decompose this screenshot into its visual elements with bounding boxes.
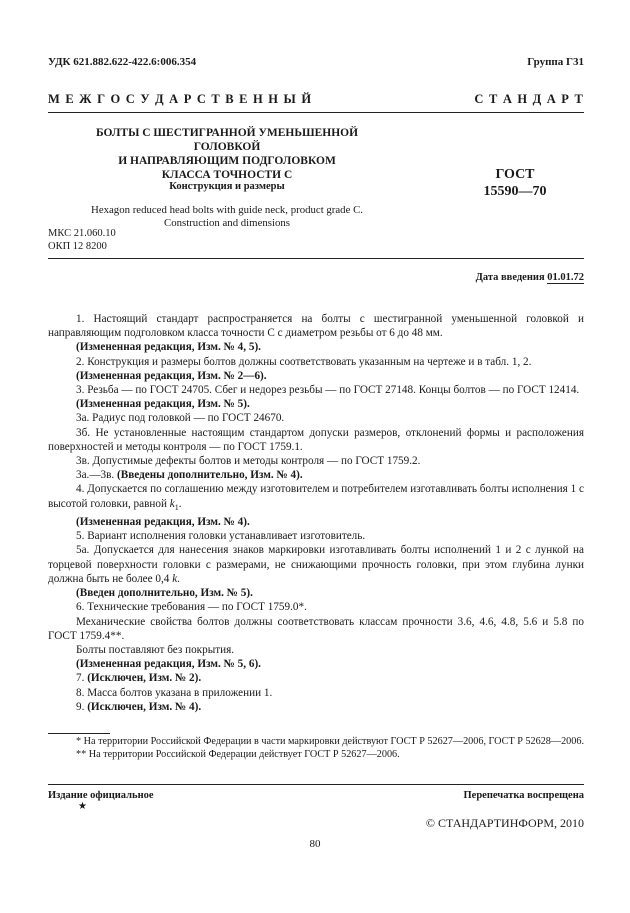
effective-date (476, 272, 584, 283)
clause-7 (48, 671, 584, 685)
clause-3b: 3б. Не установленные настоящим стандартом допуски размеров, отклонений формы и расположения поверхностей и методы контроля — по ГОСТ 1759.1. (48, 426, 584, 453)
clause-4-k-subscript: 1 (174, 502, 179, 512)
english-title-line-2: Construction and dimensions (164, 217, 290, 229)
codes-rule (48, 258, 584, 259)
clause-4-end: . (178, 497, 182, 510)
clause-9 (48, 700, 584, 714)
mks-code: МКС 21.060.10 (48, 228, 116, 239)
clause-5a-note: (Введен дополнительно, Изм. № 5). (76, 587, 253, 600)
header-row (48, 56, 584, 68)
gost-designation (455, 166, 575, 200)
clause-3-note: (Измененная редакция, Изм. № 5). (76, 398, 250, 411)
clause-2: 2. Конструкция и размеры болтов должны соответствовать указанным на чертеже и в табл. 1, 2. (76, 355, 532, 368)
clause-7-status: (Исключен, Изм. № 2). (87, 672, 202, 685)
clause-8: 8. Масса болтов указана в приложении 1. (76, 686, 273, 699)
okp-code: ОКП 12 8200 (48, 240, 107, 252)
clause-3a-3v-status: (Введены дополнительно, Изм. № 4). (117, 469, 303, 482)
document-body (48, 312, 584, 714)
clause-6-coating: Болты поставляют без покрытия. (76, 643, 235, 656)
clause-4 (48, 482, 584, 515)
footnotes (48, 736, 584, 761)
clause-4-k-symbol: k (169, 497, 175, 510)
gost-number: 15590—70 (483, 184, 547, 199)
banner-rule (48, 112, 584, 113)
date-value: 01.01.72 (547, 272, 584, 283)
clause-3a: 3а. Радиус под головкой — по ГОСТ 24670. (76, 412, 285, 425)
title-line-2: И НАПРАВЛЯЮЩИМ ПОДГОЛОВКОМ (118, 155, 336, 167)
star-icon: ★ (78, 801, 87, 812)
reprint-notice: Перепечатка воспрещена (463, 790, 584, 801)
clause-4-text: 4. Допускается по соглашению между изготовителем и потребителем изготавливать болты исполнения 1 с высотой головки, равной (48, 483, 584, 510)
date-label: Дата введения (475, 272, 545, 283)
english-title-line-1: Hexagon reduced head bolts with guide neck, product grade C. (91, 204, 363, 216)
clause-5a-k-symbol: k (172, 572, 178, 585)
clause-9-status: (Исключен, Изм. № 4). (87, 700, 202, 713)
footnote-rule (48, 733, 110, 734)
standard-banner (48, 92, 584, 107)
clause-7-number: 7. (76, 672, 85, 685)
official-edition: Издание официальное (48, 790, 154, 801)
classification-codes (48, 228, 116, 253)
clause-5a (48, 543, 584, 586)
clause-5a-end: . (177, 572, 180, 585)
clause-5a-text: 5а. Допускается для нанесения знаков маркировки изготавливать болты исполнений 1 и 2 с лункой на торцевой поверхности головки с размерами, не снижающими прочность головки, при этом глубина лунки должна быть не более 0,4 (48, 544, 584, 585)
clause-6-note: (Измененная редакция, Изм. № 5, 6). (76, 658, 261, 671)
title-line-1: БОЛТЫ С ШЕСТИГРАННОЙ УМЕНЬШЕННОЙ ГОЛОВКОЙ (95, 127, 359, 153)
clause-1: 1. Настоящий стандарт распространяется на болты с шестигранной уменьшенной головкой и направляющим подголовком класса точности С с диаметром резьбы от 6 до 48 мм. (48, 313, 584, 340)
clause-9-number: 9. (76, 700, 85, 713)
english-title (62, 204, 392, 230)
udk-code: УДК 621.882.622-422.6:006.354 (48, 56, 197, 68)
footnote-1: * На территории Российской Федерации в части маркировки действуют ГОСТ Р 52627—2006, ГОСТ Р 52628—2006. (76, 736, 585, 747)
footer-rule (48, 784, 584, 785)
clause-3v: 3в. Допустимые дефекты болтов и методы контроля — по ГОСТ 1759.2. (76, 455, 421, 468)
banner-right: С Т А Н Д А Р Т (474, 92, 584, 106)
clause-3: 3. Резьба — по ГОСТ 24705. Сбег и недорез резьбы — по ГОСТ 27148. Концы болтов — по ГОСТ 12414. (76, 384, 580, 397)
clause-6: 6. Технические требования — по ГОСТ 1759.0*. (76, 601, 307, 614)
gost-label: ГОСТ (495, 167, 535, 182)
clause-1-note: (Измененная редакция, Изм. № 4, 5). (76, 341, 261, 354)
document-subtitle: Конструкция и размеры (169, 181, 285, 192)
document-title (62, 126, 392, 182)
group-code: Группа Г31 (527, 56, 584, 68)
title-line-3: КЛАССА ТОЧНОСТИ С (161, 169, 293, 181)
footnote-2: ** На территории Российской Федерации действует ГОСТ Р 52627—2006. (76, 748, 400, 760)
banner-left: М Е Ж Г О С У Д А Р С Т В Е Н Н Ы Й (48, 92, 313, 106)
page-number: 80 (309, 838, 321, 850)
clause-3a-3v-note (48, 468, 584, 482)
clause-2-note: (Измененная редакция, Изм. № 2—6). (76, 369, 267, 382)
copyright: © СТАНДАРТИНФОРМ, 2010 (425, 816, 584, 830)
clause-4-note: (Измененная редакция, Изм. № 4). (76, 516, 250, 529)
clause-6-mechanical: Механические свойства болтов должны соответствовать классам прочности 3.6, 4.6, 4.8, 5.6 и 5.8 по ГОСТ 1759.4**. (48, 615, 584, 642)
clause-3a-3v-prefix: 3а.—3в. (76, 469, 115, 482)
clause-5: 5. Вариант исполнения головки устанавливает изготовитель. (76, 530, 366, 543)
